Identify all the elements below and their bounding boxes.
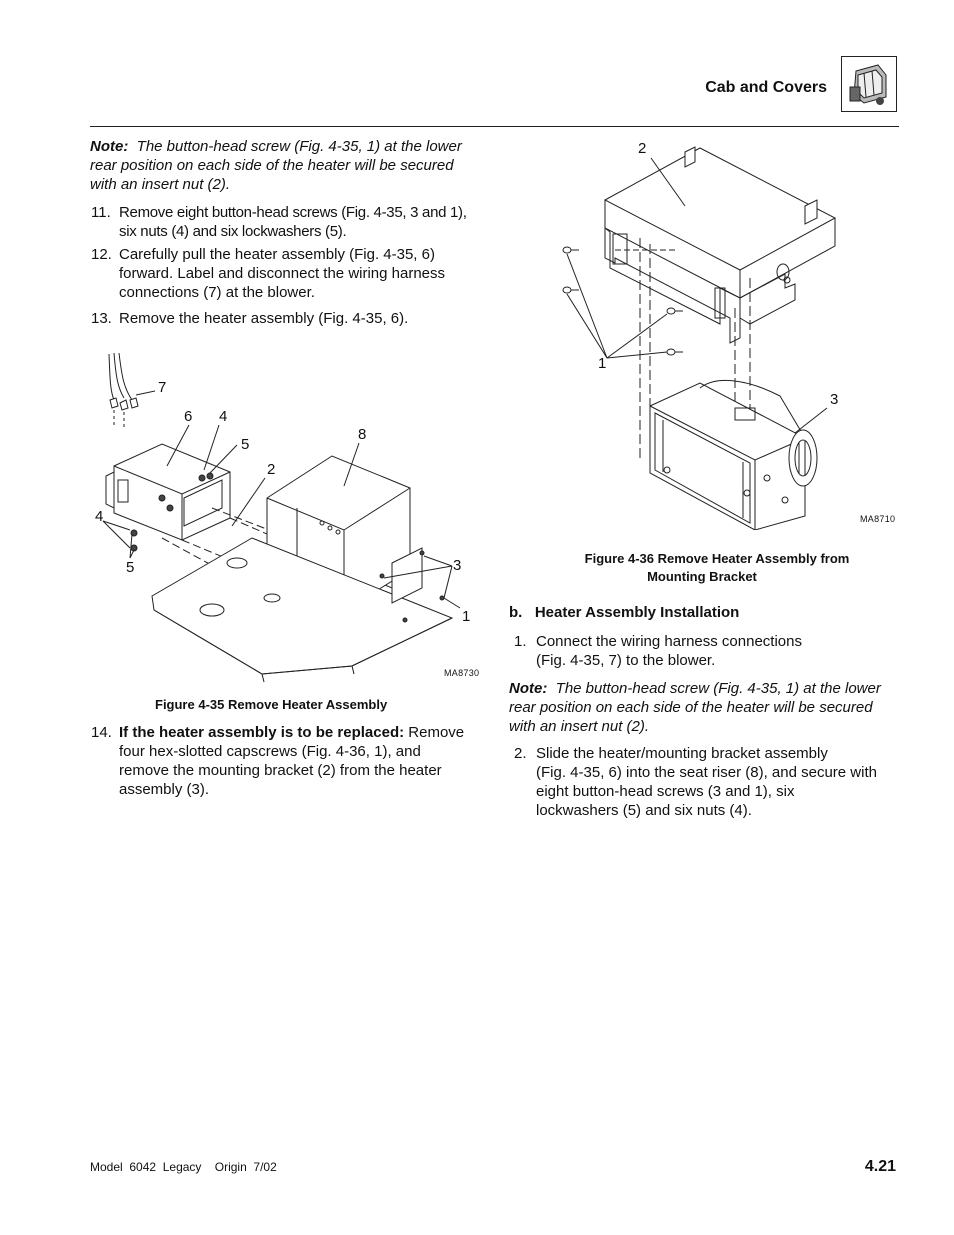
step-number: 13.: [91, 310, 112, 327]
note-text-line: with an insert nut (2).: [509, 718, 650, 735]
figure-caption-line: Mounting Bracket: [647, 569, 757, 584]
step-number: 12.: [91, 246, 112, 263]
figure-4-36-illustration: [555, 138, 900, 530]
callout-label: 6: [184, 408, 193, 425]
step-12: [91, 245, 491, 305]
callout-label: 5: [241, 436, 250, 453]
step-emphasis: If the heater assembly is to be replaced:: [119, 724, 405, 741]
step-text: assembly (3).: [119, 781, 210, 798]
step-text: six nuts (4) and six lockwashers (5).: [119, 223, 347, 240]
header-rule: [90, 126, 899, 127]
callout-label: 3: [453, 557, 462, 574]
callout-label: 5: [126, 559, 135, 576]
install-step-2: [514, 744, 904, 824]
step-number: 1.: [514, 633, 527, 650]
step-text: (Fig. 4-35, 6) into the seat riser (8), and secure with: [536, 764, 877, 781]
step-text: (Fig. 4-35, 7) to the blower.: [536, 652, 716, 669]
step-13: [91, 309, 491, 329]
step-number: 11.: [91, 204, 111, 221]
step-text: Slide the heater/mounting bracket assembly: [536, 745, 828, 762]
note-text-line: with an insert nut (2).: [90, 176, 231, 193]
step-text: four hex-slotted capscrews (Fig. 4-36, 1), and: [119, 743, 421, 760]
subsection-heading: b. Heater Assembly Installation: [509, 604, 740, 621]
step-text: eight button-head screws (3 and 1), six: [536, 783, 795, 800]
page-number: 4.21: [864, 1158, 896, 1175]
step-number: 2.: [514, 745, 527, 762]
step-text: Remove the heater assembly (Fig. 4-35, 6).: [119, 310, 409, 327]
note-label: Note:: [90, 138, 129, 155]
step-14: [91, 723, 491, 803]
step-text: Remove: [408, 724, 465, 741]
step-text: forward. Label and disconnect the wiring harness: [119, 265, 446, 282]
section-title: Cab and Covers: [705, 79, 827, 96]
note-block-2: [509, 679, 909, 736]
callout-label: 3: [830, 391, 839, 408]
step-text: Carefully pull the heater assembly (Fig. 4-35, 6): [119, 246, 435, 263]
note-label: Note:: [509, 680, 548, 697]
figure-code: MA8710: [860, 514, 896, 524]
step-text: Connect the wiring harness connections: [536, 633, 802, 650]
install-step-1: [514, 632, 904, 672]
note-text: The button-head screw (Fig. 4-35, 1) at the lower: [555, 680, 881, 697]
step-text: remove the mounting bracket (2) from the heater: [119, 762, 442, 779]
figure-caption: Figure 4-35 Remove Heater Assembly: [155, 697, 388, 712]
callout-label: 4: [219, 408, 228, 425]
note-block-1: [90, 137, 490, 194]
cab-machine-icon: [841, 56, 897, 112]
callout-label: 1: [598, 355, 607, 372]
step-number: 14.: [91, 724, 112, 741]
step-text: lockwashers (5) and six nuts (4).: [536, 802, 752, 819]
figure-caption: [557, 550, 877, 586]
figure-code: MA8730: [444, 668, 480, 678]
callout-label: 2: [267, 461, 276, 478]
step-text: Remove eight button-head screws (Fig. 4-35, 3 and 1),: [119, 204, 467, 221]
callout-label: 8: [358, 426, 367, 443]
callout-label: 7: [158, 379, 167, 396]
step-text: connections (7) at the blower.: [119, 284, 315, 301]
callout-label: 4: [95, 508, 104, 525]
note-text-line: rear position on each side of the heater will be secured: [90, 157, 454, 174]
footer-model-info: Model 6042 Legacy Origin 7/02: [90, 1160, 277, 1174]
note-text-line: rear position on each side of the heater will be secured: [509, 699, 873, 716]
figure-caption-line: Figure 4-36 Remove Heater Assembly from: [584, 551, 850, 566]
note-text: The button-head screw (Fig. 4-35, 1) at the lower: [136, 138, 462, 155]
step-11: [91, 203, 491, 243]
callout-label: 1: [462, 608, 471, 625]
figure-4-35-illustration: [92, 348, 487, 683]
callout-label: 2: [638, 140, 647, 157]
